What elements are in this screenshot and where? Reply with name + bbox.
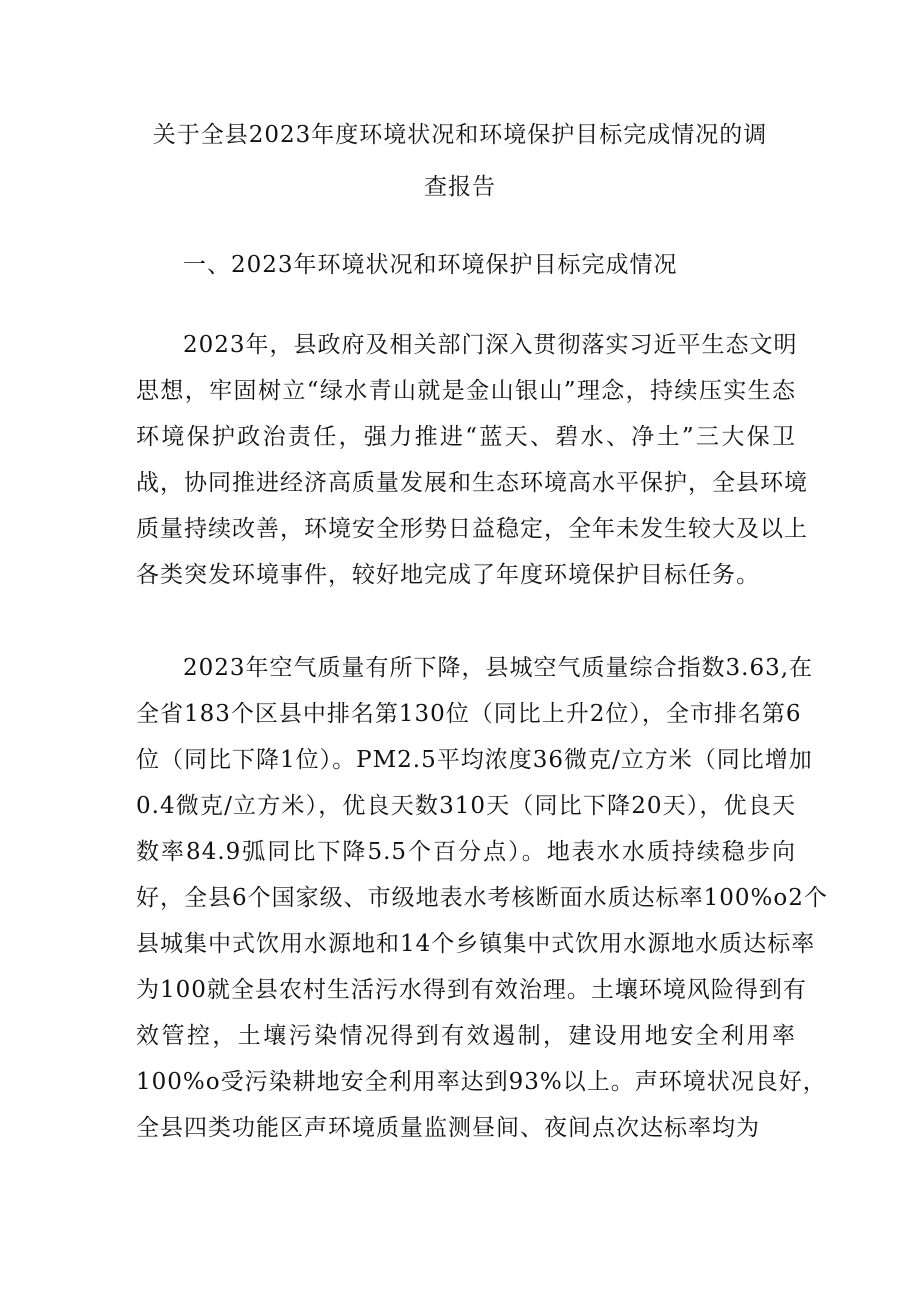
paragraph-line: 全省183个区县中排名第130位（同比上升2位），全市排名第6 — [136, 701, 802, 727]
paragraph-line: 2023年，县政府及相关部门深入贯彻落实习近平生态文明 — [183, 332, 798, 358]
paragraph-line: 2023年空气质量有所下降，县城空气质量综合指数3.63,在 — [183, 655, 814, 681]
section-heading: 一、2023年环境状况和环境保护目标完成情况 — [183, 252, 678, 278]
paragraph-line: 各类突发环境事件，较好地完成了年度环境保护目标任务。 — [136, 562, 760, 588]
paragraph-line: 位（同比下降1位）。PM2.5平均浓度36微克/立方米（同比增加 — [136, 747, 813, 773]
paragraph-2 — [136, 645, 828, 1151]
paragraph-line: 思想，牢固树立“绿水青山就是金山银山”理念，持续压实生态 — [136, 378, 796, 404]
paragraph-line: 100%o受污染耕地安全利用率达到93%以上。声环境状况良好， — [136, 1069, 827, 1095]
paragraph-line: 效管控，土壤污染情况得到有效遏制，建设用地安全利用率 — [136, 1023, 796, 1049]
paragraph-line: 县城集中式饮用水源地和14个乡镇集中式饮用水源地水质达标率 — [136, 931, 816, 957]
document-title-line-2: 查报告 — [424, 174, 496, 200]
paragraph-line: 环境保护政治责任，强力推进“蓝天、碧水、净土”三大保卫 — [136, 424, 796, 450]
document-title-line-1: 关于全县2023年度环境状况和环境保护目标完成情况的调 — [152, 122, 768, 148]
paragraph-line: 战，协同推进经济高质量发展和生态环境高水平保护，全县环境 — [136, 470, 808, 496]
paragraph-line: 好，全县6个国家级、市级地表水考核断面水质达标率100%o2个 — [136, 885, 828, 911]
paragraph-1 — [136, 322, 808, 598]
paragraph-line: 全县四类功能区声环境质量监测昼间、夜间点次达标率均为 — [136, 1115, 760, 1141]
paragraph-line: 质量持续改善，环境安全形势日益稳定，全年未发生较大及以上 — [136, 516, 808, 542]
paragraph-line: 数率84.9弧同比下降5.5个百分点）。地表水水质持续稳步向 — [136, 839, 796, 865]
paragraph-line: 为100就全县农村生活污水得到有效治理。土壤环境风险得到有 — [136, 977, 807, 1003]
paragraph-line: 0.4微克/立方米），优良天数310天（同比下降20天），优良天 — [136, 793, 796, 819]
